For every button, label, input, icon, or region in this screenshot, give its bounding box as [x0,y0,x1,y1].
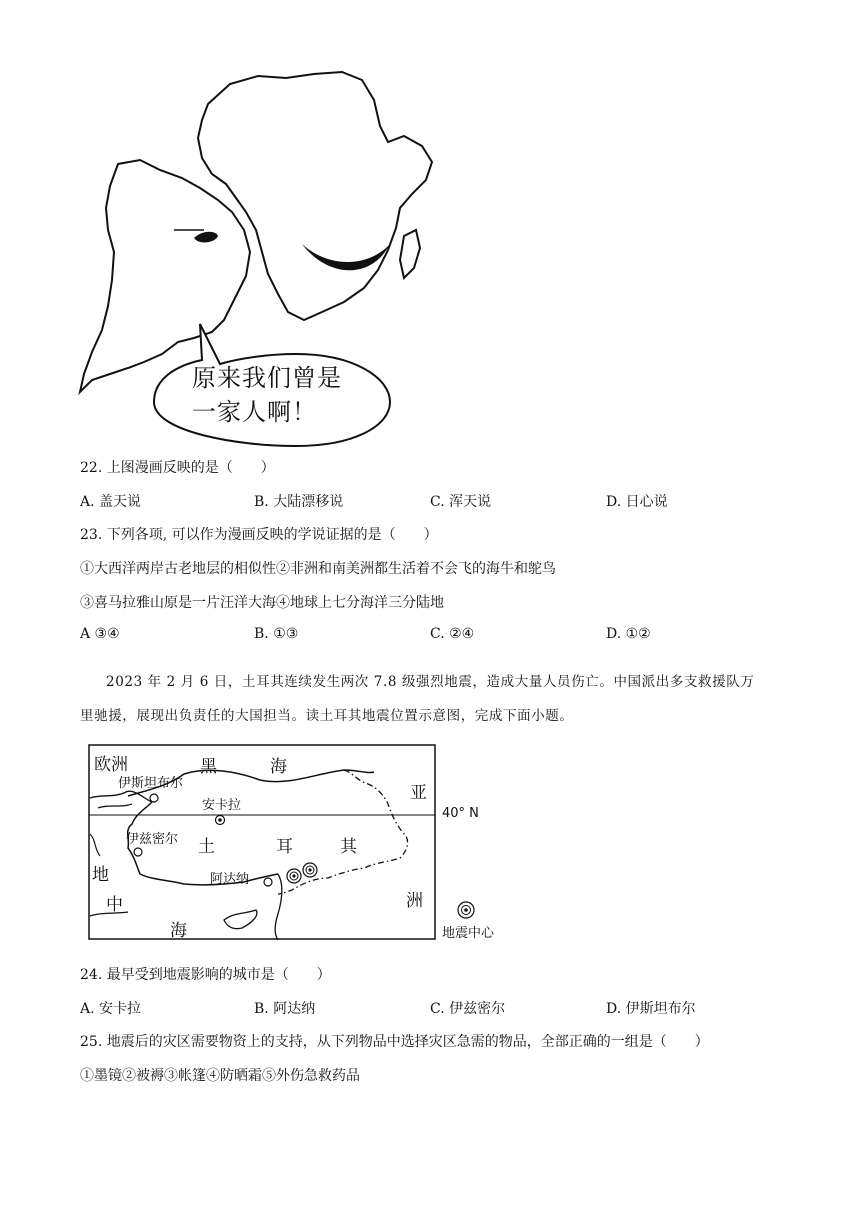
q22-option-c: C. 浑天说 [430,494,492,510]
q23-option-d: D. ①② [606,626,651,642]
intro-line-2: 里驰援，展现出负责任的大国担当。读土耳其地震位置示意图，完成下面小题。 [80,708,574,724]
q23-option-c: C. ②④ [430,626,475,642]
continental-drift-cartoon [70,62,450,452]
cyprus-outline [224,910,257,929]
label-asia-1: 亚 [410,783,427,803]
q24-option-a: A. 安卡拉 [80,1001,142,1017]
q22-option-a: A. 盖天说 [80,494,142,510]
q22-stem: 22. 上图漫画反映的是（ ） [80,460,275,476]
label-med-2: 中 [106,895,123,915]
turkey-earthquake-map [88,744,508,944]
label-asia-2: 洲 [406,891,423,911]
adana-marker [264,878,272,886]
q25-items: ①墨镜②被褥③帐篷④防晒霜⑤外伤急救药品 [80,1068,360,1084]
q23-option-a: A ③④ [80,626,120,642]
africa-outline [198,72,432,320]
izmir-marker [134,848,142,856]
q23-option-b: B. ①③ [254,626,299,642]
label-latitude: 40° N [442,806,479,821]
q23-stem: 23. 下列各项, 可以作为漫画反映的学说证据的是（ ） [80,527,438,543]
epicenter-1-icon [287,869,301,883]
madagascar-outline [400,230,420,278]
q23-statement-1: ①大西洋两岸古老地层的相似性②非洲和南美洲都生活着不会飞的海牛和鸵鸟 [80,561,556,577]
q25-stem: 25. 地震后的灾区需要物资上的支持，从下列物品中选择灾区急需的物品，全部正确的一组是（ ） [80,1034,709,1050]
epicenter-2-icon [303,863,317,877]
label-med-1: 地 [92,865,109,885]
sa-eye [194,232,218,243]
istanbul-marker [150,794,158,802]
q24-option-b: B. 阿达纳 [254,1001,316,1017]
legend-label: 地震中心 [442,926,495,941]
label-black-sea-2: 海 [270,757,287,777]
label-istanbul: 伊斯坦布尔 [118,776,184,791]
q24-option-c: C. 伊兹密尔 [430,1001,506,1017]
label-med-3: 海 [170,921,187,941]
label-ankara: 安卡拉 [202,798,242,813]
label-turkey-2: 耳 [276,837,293,857]
label-adana: 阿达纳 [210,872,250,887]
label-black-sea-1: 黑 [200,757,217,777]
label-izmir: 伊兹密尔 [126,832,179,847]
q23-statement-2: ③喜马拉雅山原是一片汪洋大海④地球上七分海洋三分陆地 [80,595,444,611]
label-turkey-1: 土 [198,837,215,857]
q22-option-b: B. 大陆漂移说 [254,494,344,510]
bubble-line-1: 原来我们曾是 [192,364,342,392]
africa-mouth [302,244,390,270]
label-turkey-3: 其 [340,837,357,857]
q22-option-d: D. 日心说 [606,494,668,510]
bubble-line-2: 一家人啊！ [192,398,317,426]
legend-epicenter-icon [458,902,474,918]
intro-line-1: 2023 年 2 月 6 日，土耳其连续发生两次 7.8 级强烈地震，造成大量人员伤亡。中国派出多支救援队万 [106,674,755,690]
q24-option-d: D. 伊斯坦布尔 [606,1001,696,1017]
q24-stem: 24. 最早受到地震影响的城市是（ ） [80,967,331,983]
label-europe: 欧洲 [94,755,128,775]
